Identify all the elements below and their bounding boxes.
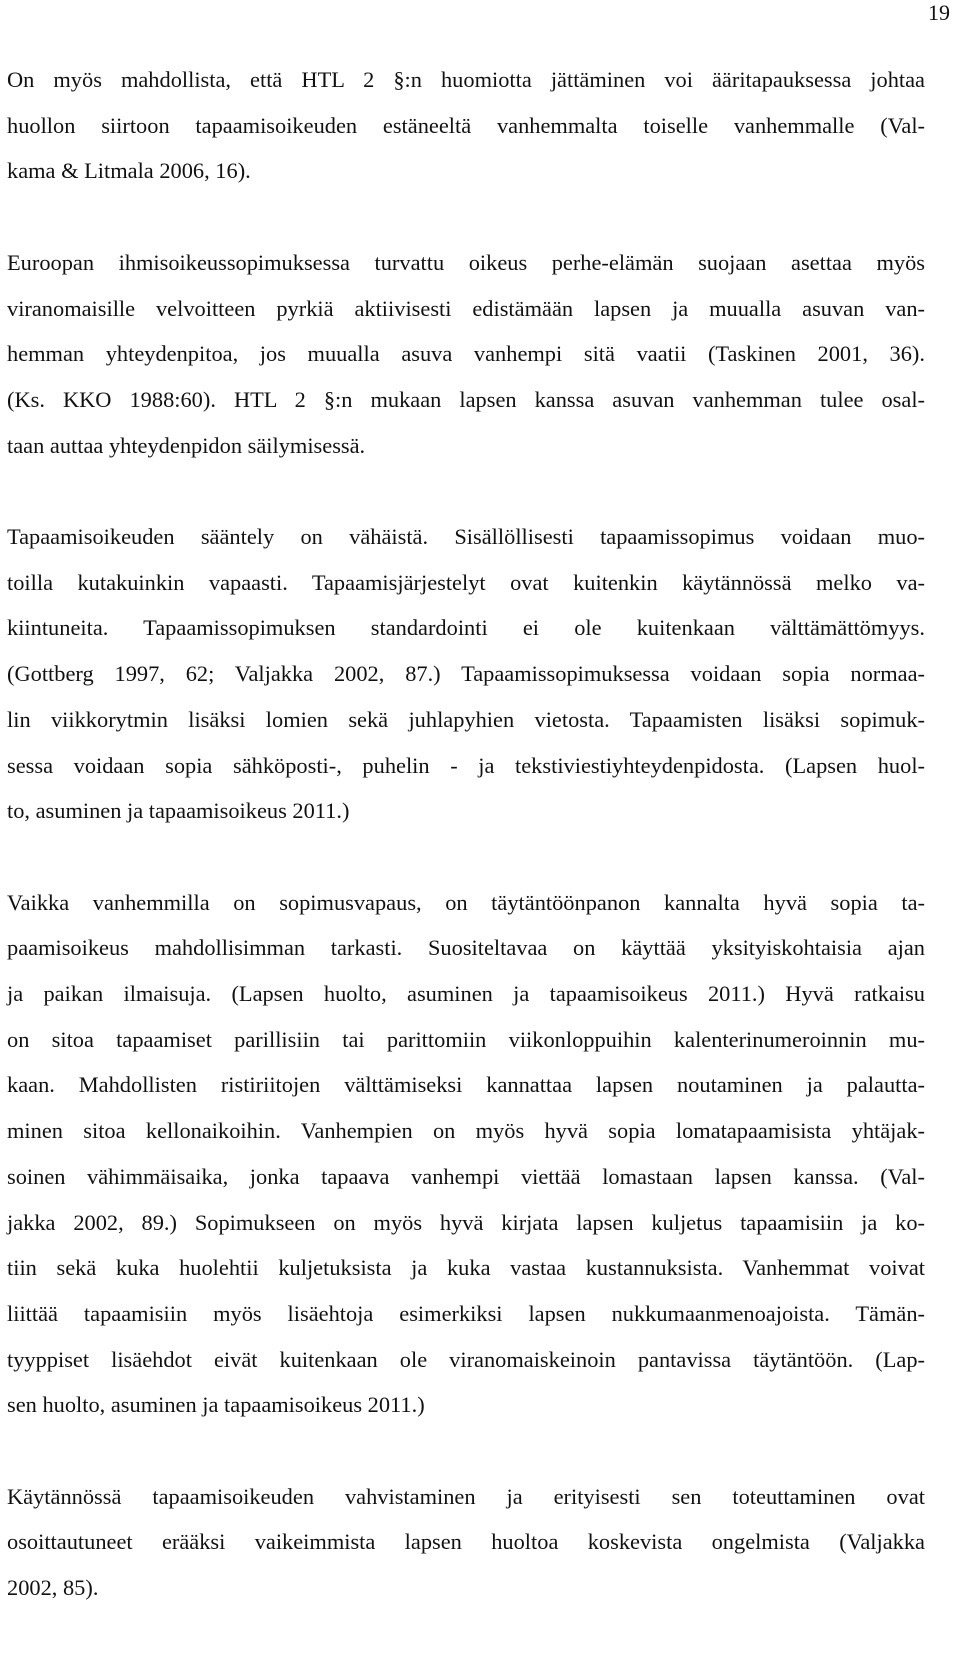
text-line: (Ks. KKO 1988:60). HTL 2 §:n mukaan lapsen kanssa asuvan vanhemman tulee osal- bbox=[7, 386, 925, 412]
text-line: On myös mahdollista, että HTL 2 §:n huomiotta jättäminen voi ääritapauksessa johtaa bbox=[7, 67, 925, 92]
text-line: sessa voidaan sopia sähköposti-, puhelin - ja tekstiviestiyhteydenpidosta. (Lapsen huol- bbox=[7, 752, 925, 778]
text-line: kaan. Mahdollisten ristiriitojen välttämiseksi kannattaa lapsen noutaminen ja palautta- bbox=[7, 1072, 925, 1098]
text-line: Vaikka vanhemmilla on sopimusvapaus, on täytäntöönpanon kannalta hyvä sopia ta- bbox=[7, 889, 925, 915]
text-line: toilla kutakuinkin vapaasti. Tapaamisjärjestelyt ovat kuitenkin käytännössä melko va- bbox=[7, 569, 925, 595]
page-number: 19 bbox=[928, 0, 950, 25]
text-line: Tapaamisoikeuden sääntely on vähäistä. Sisällöllisesti tapaamissopimus voidaan muo- bbox=[7, 524, 925, 549]
text-line: osoittautuneet erääksi vaikeimmista lapsen huoltoa koskevista ongelmista (Valjakka bbox=[7, 1529, 925, 1555]
text-line: soinen vähimmäisaika, jonka tapaava vanhempi viettää lomastaan lapsen kanssa. (Val- bbox=[7, 1163, 925, 1189]
paragraph-3 bbox=[7, 514, 925, 834]
text-line: to, asuminen ja tapaamisoikeus 2011.) bbox=[7, 798, 350, 824]
paragraph-2 bbox=[7, 240, 925, 469]
paragraph-5 bbox=[7, 1474, 925, 1611]
text-line: taan auttaa yhteydenpidon säilymisessä. bbox=[7, 432, 366, 458]
paragraph-4 bbox=[7, 880, 925, 1428]
text-line: lin viikkorytmin lisäksi lomien sekä juhlapyhien vietosta. Tapaamisten lisäksi sopimuk- bbox=[7, 706, 925, 732]
text-line: on sitoa tapaamiset parillisiin tai parittomiin viikonloppuihin kalenterinumeroinnin mu- bbox=[7, 1026, 925, 1052]
text-line: huollon siirtoon tapaamisoikeuden estäneeltä vanhemmalta toiselle vanhemmalle (Val- bbox=[7, 112, 925, 138]
text-line: hemman yhteydenpitoa, jos muualla asuva vanhempi sitä vaatii (Taskinen 2001, 36). bbox=[7, 341, 925, 367]
text-line: minen sitoa kellonaikoihin. Vanhempien on myös hyvä sopia lomatapaamisista yhtäjak- bbox=[7, 1118, 925, 1144]
text-line: sen huolto, asuminen ja tapaamisoikeus 2011.) bbox=[7, 1392, 425, 1418]
text-line: (Gottberg 1997, 62; Valjakka 2002, 87.) Tapaamissopimuksessa voidaan sopia normaa- bbox=[7, 661, 925, 687]
text-line: kama & Litmala 2006, 16). bbox=[7, 158, 251, 184]
text-line: tyyppiset lisäehdot eivät kuitenkaan ole viranomaiskeinoin pantavissa täytäntöön. (Lap- bbox=[7, 1346, 925, 1372]
text-line: paamisoikeus mahdollisimman tarkasti. Suositeltavaa on käyttää yksityiskohtaisia ajan bbox=[7, 935, 925, 961]
text-line: 2002, 85). bbox=[7, 1575, 99, 1601]
text-line: viranomaisille velvoitteen pyrkiä aktiivisesti edistämään lapsen ja muualla asuvan van- bbox=[7, 295, 925, 321]
text-line: jakka 2002, 89.) Sopimukseen on myös hyvä kirjata lapsen kuljetus tapaamisiin ja ko- bbox=[7, 1209, 925, 1235]
text-line: liittää tapaamisiin myös lisäehtoja esimerkiksi lapsen nukkumaanmenoajoista. Tämän- bbox=[7, 1300, 925, 1326]
body-text bbox=[7, 57, 925, 1657]
text-line: tiin sekä kuka huolehtii kuljetuksista ja kuka vastaa kustannuksista. Vanhemmat voivat bbox=[7, 1255, 925, 1281]
text-line: Käytännössä tapaamisoikeuden vahvistaminen ja erityisesti sen toteuttaminen ovat bbox=[7, 1483, 925, 1509]
text-line: Euroopan ihmisoikeussopimuksessa turvattu oikeus perhe-elämän suojaan asettaa myös bbox=[7, 249, 925, 275]
text-line: kiintuneita. Tapaamissopimuksen standardointi ei ole kuitenkaan välttämättömyys. bbox=[7, 615, 925, 641]
text-line: ja paikan ilmaisuja. (Lapsen huolto, asuminen ja tapaamisoikeus 2011.) Hyvä ratkaisu bbox=[7, 981, 925, 1007]
paragraph-1 bbox=[7, 57, 925, 194]
